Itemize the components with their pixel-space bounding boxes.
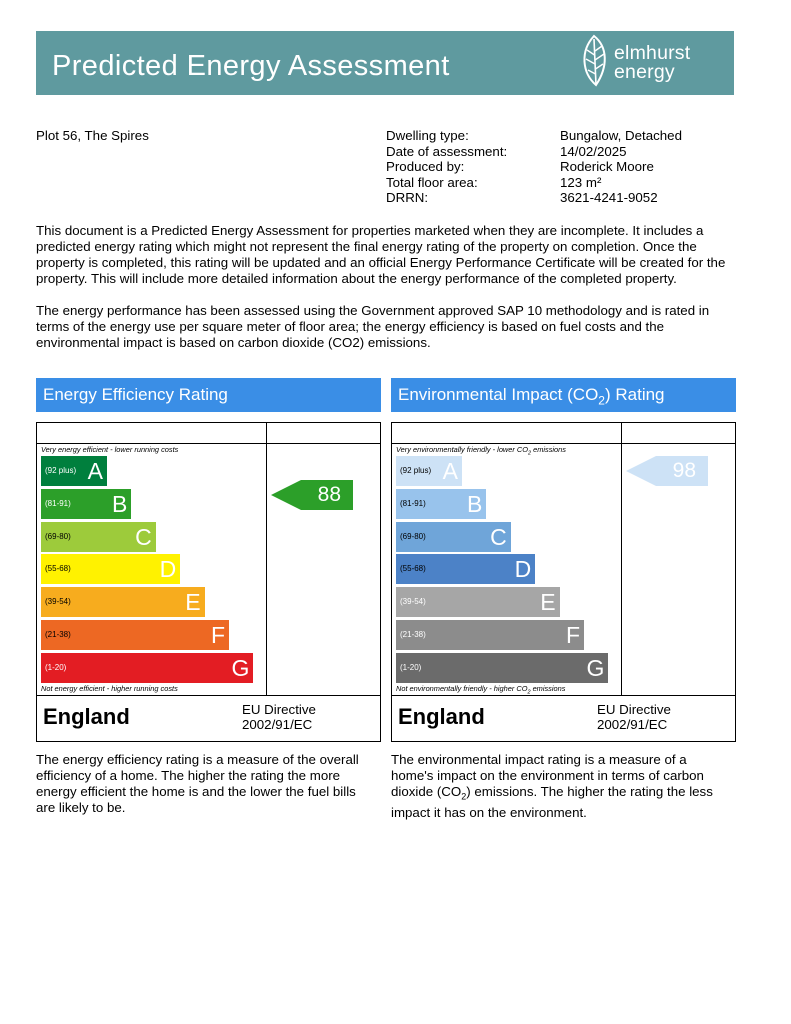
band-range: (55-68) (400, 564, 426, 574)
logo-line2: energy (614, 61, 675, 83)
directive-line1: EU Directive (242, 702, 316, 717)
band-range: (69-80) (45, 531, 71, 541)
band-range: (21-38) (45, 630, 71, 639)
leaf-icon (578, 33, 610, 93)
page-title: Predicted Energy Assessment (52, 50, 450, 82)
efficiency-band-b (41, 489, 131, 519)
band-range: (81-91) (45, 498, 71, 508)
band-range: (39-54) (45, 597, 71, 607)
band-range: (1-20) (400, 662, 422, 672)
band-letter: A (87, 458, 103, 484)
desc-pre: The environmental impact rating is a measure of a home's impact on the environment in terms of carbon dioxide (CO (391, 752, 704, 799)
environmental-band-e (396, 587, 560, 617)
band-letter: E (540, 589, 556, 616)
band-letter: C (135, 523, 152, 550)
property-address: Plot 56, The Spires (36, 128, 149, 143)
field-label: Date of assessment: (386, 143, 508, 159)
environmental-rating-value: 98 (672, 459, 696, 482)
band-range: (1-20) (45, 662, 67, 672)
efficiency-band-g (41, 653, 253, 683)
band-letter: A (442, 458, 458, 484)
band-letter: D (514, 556, 532, 583)
directive-line2: 2002/91/EC (597, 717, 668, 732)
field-label: Dwelling type: (386, 128, 469, 143)
band-range: (92 plus) (400, 466, 432, 475)
env-title-pre: Environmental Impact (CO (398, 385, 599, 404)
efficiency-rating-arrow (271, 480, 353, 510)
environmental-band-c (396, 522, 511, 552)
efficiency-country: England (43, 704, 130, 729)
intro-paragraph: This document is a Predicted Energy Assessment for properties marketed when they are incomplete. It includes a predicted energy rating which might not represent the final energy rating of the property on completion. Once the property is completed, this rating will be updated and an official Energy Performance Certificate will be created for the property. This will include more detailed information about the energy performance of the completed property. (36, 223, 726, 286)
efficiency-band-a (41, 456, 107, 486)
environmental-bottom-caption (396, 684, 565, 695)
directive-line1: EU Directive (597, 702, 671, 717)
band-letter: F (210, 622, 225, 648)
band-range: (39-54) (400, 597, 426, 607)
efficiency-description: The energy efficiency rating is a measure of the overall efficiency of a home. The higher the rating the more energy efficient the home is and the lower the fuel bills are likely to be. (36, 752, 359, 815)
efficiency-top-caption: Very energy efficient - lower running costs (41, 445, 179, 454)
efficiency-bottom-caption: Not energy efficient - higher running costs (41, 684, 178, 693)
chart-header-rule (37, 443, 380, 444)
efficiency-chart (36, 422, 381, 696)
caption-post: emissions (531, 445, 566, 454)
field-value: 123 m² (560, 174, 602, 190)
chart-column-rule (266, 423, 267, 695)
band-range: (92 plus) (45, 466, 77, 475)
band-range: (21-38) (400, 630, 426, 639)
efficiency-band-d (41, 554, 180, 584)
field-label: Produced by: (386, 159, 465, 175)
environmental-band-g (396, 653, 608, 683)
field-value: 3621-4241-9052 (560, 190, 658, 206)
environmental-description (391, 752, 731, 821)
efficiency-rating-value: 88 (317, 483, 341, 506)
band-letter: C (490, 523, 507, 550)
field-label: Total floor area: (386, 174, 478, 190)
environmental-footer (391, 696, 736, 742)
efficiency-directive (242, 702, 316, 732)
property-values (560, 128, 682, 206)
band-letter: F (565, 622, 580, 648)
environmental-rating-arrow (626, 456, 708, 486)
elmhurst-logo (578, 33, 728, 93)
field-value: Bungalow, Detached (560, 128, 682, 143)
efficiency-band-c (41, 522, 156, 552)
efficiency-header: Energy Efficiency Rating (36, 378, 381, 412)
property-labels (386, 128, 507, 206)
band-range: (81-91) (400, 498, 426, 508)
band-letter: B (467, 490, 483, 517)
environmental-band-b (396, 489, 486, 519)
logo-text (614, 44, 690, 82)
caption-pre: Very environmentally friendly - lower CO (396, 445, 528, 454)
environmental-header (391, 378, 736, 412)
efficiency-footer (36, 696, 381, 742)
environmental-country: England (398, 704, 485, 729)
chart-column-rule (621, 423, 622, 695)
desc-sub: 2 (461, 791, 467, 802)
chart-header-rule (392, 443, 735, 444)
field-label: DRRN: (386, 190, 429, 206)
desc-post: ) emissions. The higher the rating the less impact it has on the environment. (391, 784, 713, 820)
band-range: (55-68) (45, 564, 71, 574)
environmental-chart (391, 422, 736, 696)
field-value: 14/02/2025 (560, 143, 627, 159)
environmental-band-d (396, 554, 535, 584)
environmental-top-caption (396, 445, 566, 456)
caption-sub: 2 (527, 689, 531, 696)
environmental-band-a (396, 456, 462, 486)
efficiency-band-e (41, 587, 205, 617)
efficiency-band-f (41, 620, 229, 650)
caption-sub: 2 (527, 450, 532, 457)
field-value: Roderick Moore (560, 159, 654, 175)
logo-line1: elmhurst (614, 42, 691, 64)
caption-pre: Not environmentally friendly - higher CO (396, 684, 528, 693)
environmental-directive (597, 702, 671, 732)
band-letter: G (231, 654, 250, 681)
band-letter: E (185, 589, 201, 616)
env-title-sub: 2 (598, 393, 605, 408)
caption-post: emissions (530, 684, 566, 693)
band-range: (69-80) (400, 531, 426, 541)
environmental-band-f (396, 620, 584, 650)
method-paragraph: The energy performance has been assessed using the Government approved SAP 10 methodology and is rated in terms of the energy use per square meter of floor area; the energy efficiency is based on fuel costs and the environmental impact is based on carbon dioxide (CO2) emissions. (36, 303, 710, 350)
page-header (36, 31, 734, 95)
band-letter: B (112, 490, 128, 517)
band-letter: G (586, 654, 605, 681)
band-letter: D (159, 556, 177, 583)
directive-line2: 2002/91/EC (242, 717, 313, 732)
env-title-post: ) Rating (604, 385, 665, 404)
